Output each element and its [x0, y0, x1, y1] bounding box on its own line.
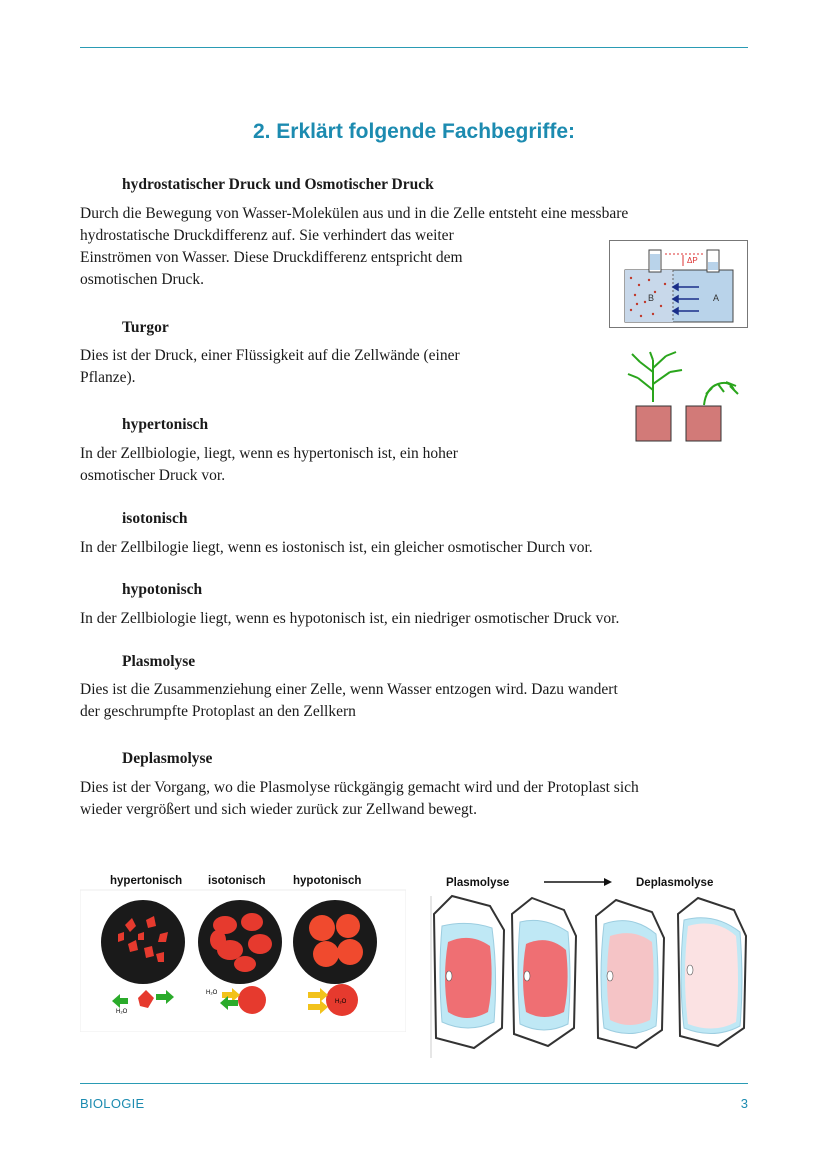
- turgor-plants-figure: [620, 350, 745, 445]
- term-definition-line: wieder vergrößert und sich wieder zurück zur Zellwand bewegt.: [80, 801, 477, 818]
- footer-rule: [80, 1083, 748, 1084]
- term-definition-line: osmotischen Druck.: [80, 271, 204, 288]
- term-definition-line: hydrostatische Druckdifferenz auf. Sie verhindert das weiter: [80, 227, 454, 244]
- term-title: Deplasmolyse: [122, 750, 213, 767]
- term-definition-line: Dies ist die Zusammenziehung einer Zelle, wenn Wasser entzogen wird. Dazu wandert: [80, 681, 618, 698]
- plasmolysis-label: Plasmolyse: [446, 877, 510, 889]
- term-definition-line: osmotischer Druck vor.: [80, 467, 226, 484]
- deplasmolysis-label: Deplasmolyse: [636, 877, 714, 889]
- label-a: A: [713, 293, 720, 303]
- term-title: hypertonisch: [122, 416, 209, 433]
- footer-subject: BIOLOGIE: [80, 1096, 145, 1111]
- plasmolysis-figure: [430, 872, 748, 1060]
- page-number: 3: [740, 1096, 748, 1111]
- osmometer-figure: [609, 240, 748, 328]
- header-rule: [80, 47, 748, 48]
- term-definition-line: In der Zellbilogie liegt, wenn es iostonisch ist, ein gleicher osmotischer Durch vor.: [80, 539, 593, 556]
- term-definition-line: Pflanze).: [80, 369, 136, 386]
- term-definition-line: Durch die Bewegung von Wasser-Molekülen aus und in die Zelle entsteht eine messbare: [80, 205, 629, 222]
- term-title: Plasmolyse: [122, 653, 196, 670]
- label-b: B: [648, 293, 655, 303]
- delta-p-label: ΔP: [687, 256, 698, 265]
- water-label: H₂O: [335, 999, 347, 1005]
- term-title: hypotonisch: [122, 581, 203, 598]
- isotonic-label: isotonisch: [208, 875, 266, 887]
- term-title: isotonisch: [122, 510, 188, 527]
- term-title: hydrostatischer Druck und Osmotischer Druck: [122, 176, 434, 193]
- term-definition-line: Dies ist der Druck, einer Flüssigkeit auf die Zellwände (einer: [80, 347, 460, 364]
- water-label: H₂O: [206, 990, 218, 996]
- page-heading: 2. Erklärt folgende Fachbegriffe:: [252, 120, 576, 143]
- term-definition-line: Dies ist der Vorgang, wo die Plasmolyse rückgängig gemacht wird und der Protoplast sich: [80, 779, 639, 796]
- term-definition-line: In der Zellbiologie liegt, wenn es hypotonisch ist, ein niedriger osmotischer Druck vor.: [80, 610, 620, 627]
- hypertonic-label: hypertonisch: [110, 875, 183, 887]
- term-definition-line: Einströmen von Wasser. Diese Druckdifferenz entspricht dem: [80, 249, 463, 266]
- water-label: H₂O: [116, 1009, 128, 1015]
- hypotonic-label: hypotonisch: [293, 875, 362, 887]
- red-blood-cells-figure: [80, 870, 406, 1032]
- term-title: Turgor: [122, 319, 169, 336]
- term-definition-line: der geschrumpfte Protoplast an den Zellkern: [80, 703, 356, 720]
- term-definition-line: In der Zellbiologie, liegt, wenn es hypertonisch ist, ein hoher: [80, 445, 458, 462]
